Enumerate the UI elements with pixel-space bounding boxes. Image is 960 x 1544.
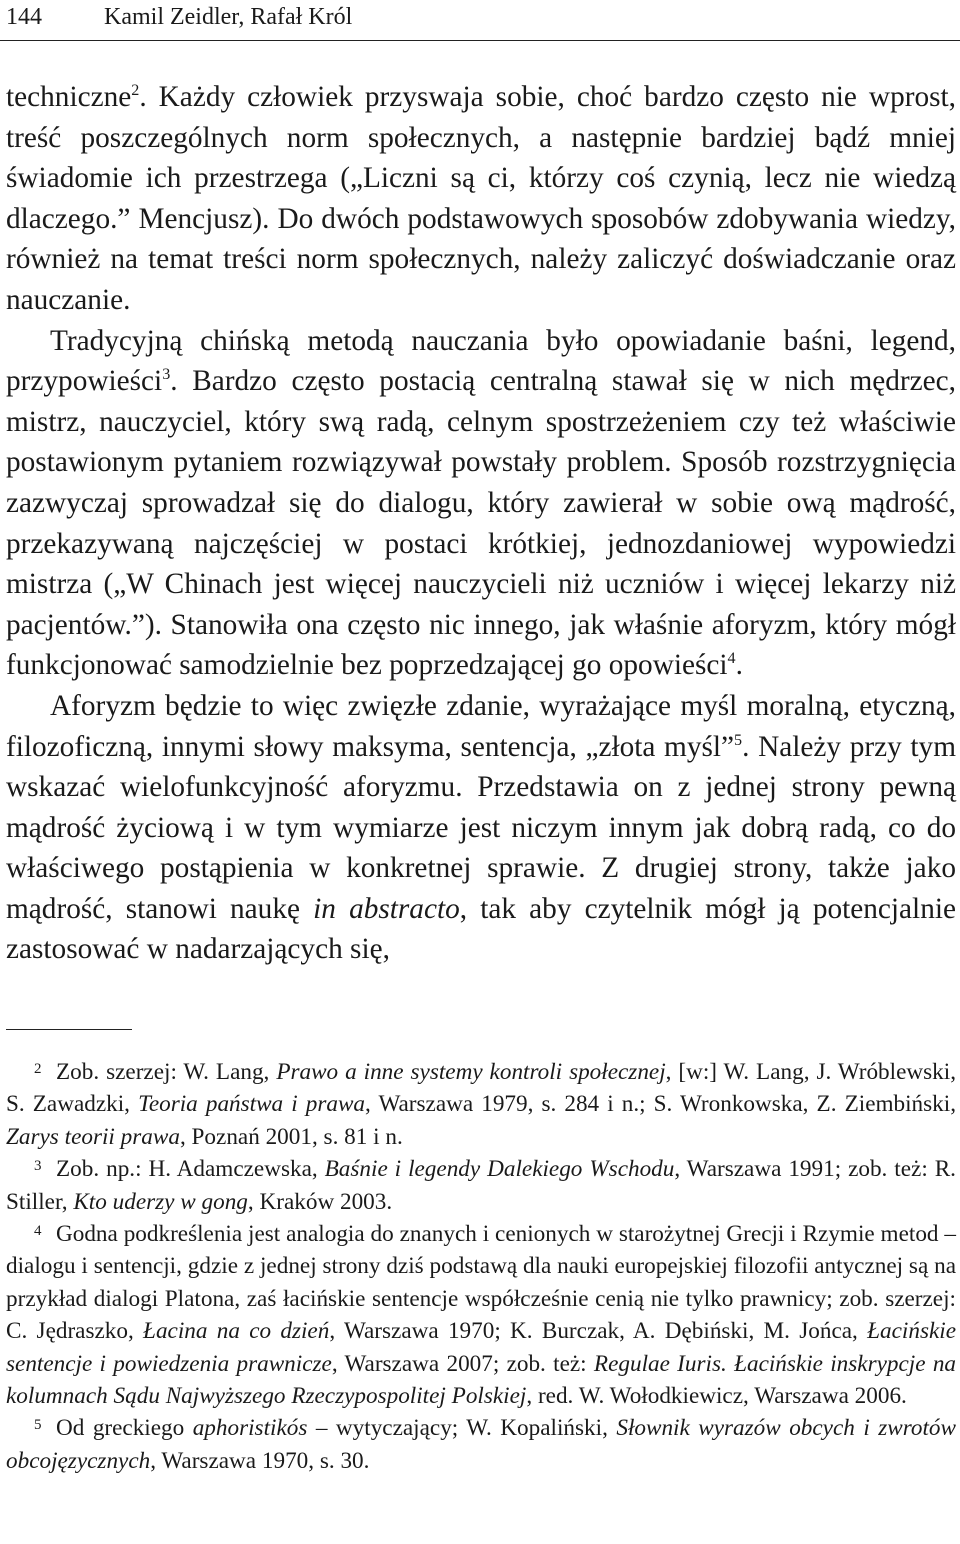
text-run: , Warszawa 1991; zob. też: R. Stiller, [6, 1156, 956, 1215]
footnote-4: 4 Godna podkreślenia jest analogia do znanych i cenionych w starożytnej Grecji i Rzymie metod – dialogu i sentencji, gdzie z jednej strony dziś podstawą dla nauki europejskiej filozofii antycznej są na przykład dialogi Platona, zaś łacińskie sentencje współcześnie cenią nie tylko prawnicy; zob. szerzej: C. Jędraszko, Łacina na co dzień, Warszawa 1970; K. Burczak, A. Dębiński, M. Jońca, Łacińskie sentencje i powiedzenia prawnicze, Warszawa 2007; zob. też: Regulae Iuris. Łacińskie inskrypcje na kolumnach Sądu Najwyższego Rzeczypospolitej Polskiej, red. W. Wołodkiewicz, Warszawa 2006. [6, 1221, 957, 1410]
running-head: Kamil Zeidler, Rafał Król [104, 4, 353, 30]
footnote-3: 3 Zob. np.: H. Adamczewska, Baśnie i legendy Dalekiego Wschodu, Warszawa 1991; zob. też: R. Stiller, Kto uderzy w gong, Kraków 2003. [6, 1156, 956, 1215]
text-run: , Warszawa 2007; zob. też: [331, 1350, 594, 1377]
text-run: , Warszawa 1979, s. 284 i n.; S. Wronkowska, Z. Ziembiński, [365, 1091, 957, 1118]
italic-title: Łacińskie sentencje i powiedzenia prawnicze [6, 1318, 956, 1377]
italic-phrase: in abstracto [313, 892, 460, 925]
italic-title: Łacina na co dzień [143, 1318, 330, 1345]
text-run: , tak aby czytelnik mógł ją potencjalnie zastosować w nadarzających się, [6, 892, 956, 966]
footnote-5: 5 Od greckiego aphoristikós – wytyczający; W. Kopaliński, Słownik wyrazów obcych i zwrotów obcojęzycznych, Warszawa 1970, s. 30. [6, 1415, 956, 1474]
italic-title: Baśnie i legendy Dalekiego Wschodu [324, 1156, 675, 1183]
footnotes [6, 1056, 956, 1477]
text-run: techniczne [6, 81, 132, 113]
italic-title: Regulae Iuris. Łacińskie inskrypcje na kolumnach Sądu Najwyższego Rzeczypospolitej Polskiej [6, 1350, 957, 1410]
italic-title: Prawo a inne systemy kontroli społecznej [276, 1059, 666, 1085]
footnote-ref-4[interactable]: 4 [727, 650, 736, 668]
text-run: , Warszawa 1970, s. 30. [150, 1447, 370, 1474]
text-run: , [w:] W. Lang, J. Wróblewski, S. Zawadzki, [6, 1059, 956, 1118]
text-run: , Poznań 2001, s. 81 i n. [179, 1123, 403, 1150]
page-number: 144 [6, 4, 42, 30]
italic-title: Teoria państwa i prawa [138, 1091, 366, 1118]
text-run: , red. W. Wołodkiewicz, Warszawa 2006. [526, 1383, 907, 1410]
text-run: . Bardzo często postacią centralną stawał się w nich mędrzec, mistrz, nauczyciel, który swą radą, celnym spostrzeżeniem czy też właściwie postawionym pytaniem rozwiązywał powstały problem. Sposób rozstrzygnięcia zazwyczaj sprowadzał się do dialogu, który zawierał w sobie ową mądrość, przekazywaną najczęściej w postaci krótkiej, jednozdaniowej wypowiedzi mistrza („W Chinach jest więcej nauczycieli niż uczniów i więcej lekarzy niż pacjentów.”). Stanowiła ona często nic innego, jak właśnie aforyzm, który mógł funkcjonować samodzielnie bez poprzedzającej go opowieści [6, 365, 956, 682]
text-run: , Kraków 2003. [247, 1188, 393, 1215]
paragraph-3 [6, 686, 956, 970]
italic-term: aphoristikós [192, 1415, 308, 1442]
text-run: . [735, 649, 743, 682]
text-run: Aforyzm będzie to więc zwięzłe zdanie, wyrażające myśl moralną, etyczną, filozoficzną, innymi słowy maksyma, sentencja, „złota myśl” [6, 689, 956, 763]
italic-title: Słownik wyrazów obcych i zwrotów obcojęzycznych [6, 1415, 956, 1474]
footnote-separator [6, 1029, 132, 1030]
text-run: Zob. szerzej: W. Lang, [56, 1059, 277, 1085]
text-run: Tradycyjną chińską metodą nauczania było opowiadanie baśni, legend, przypowieści [6, 324, 956, 398]
text-run: Od greckiego [56, 1415, 193, 1442]
page-header [0, 0, 960, 41]
text-run: . Każdy człowiek przyswaja sobie, choć bardzo często nie wprost, treść poszczególnych norm społecznych, a następnie bardziej bądź mniej świadomie ich przestrzega („Liczni są ci, którzy coś czynią, lecz nie wiedzą dlaczego.” Mencjusz). Do dwóch podstawowych sposobów zdobywania wiedzy, również na temat treści norm społecznych, należy zaliczyć doświadczanie oraz nauczanie. [6, 81, 956, 316]
footnote-ref-5[interactable]: 5 [734, 731, 743, 749]
italic-title: Kto uderzy w gong [73, 1188, 248, 1215]
footnote-ref-2[interactable]: 2 [131, 82, 140, 100]
text-run: Zob. np.: H. Adamczewska, [56, 1156, 325, 1183]
italic-title: Zarys teorii prawa [6, 1123, 180, 1150]
paragraph-1 [6, 77, 956, 321]
footnote-ref-3[interactable]: 3 [162, 366, 171, 384]
text-run: . Należy przy tym wskazać wielofunkcyjność aforyzmu. Przedstawia on z jednej strony pewną mądrość życiową i w tym wymiarze jest niczym innym jak dobrą radą, co do właściwego postąpienia w konkretnej sprawie. Z drugiej strony, także jako mądrość, stanowi naukę [6, 730, 956, 925]
text-run: , Warszawa 1970; K. Burczak, A. Dębiński, M. Jońca, [329, 1318, 868, 1345]
paragraph-2 [6, 321, 956, 686]
body-text [6, 77, 956, 970]
footnote-2: 2 Zob. szerzej: W. Lang, Prawo a inne systemy kontroli społecznej, [w:] W. Lang, J. Wróblewski, S. Zawadzki, Teoria państwa i prawa, Warszawa 1979, s. 284 i n.; S. Wronkowska, Z. Ziembiński, Zarys teorii prawa, Poznań 2001, s. 81 i n. [6, 1059, 957, 1150]
text-run: – wytyczający; W. Kopaliński, [307, 1415, 617, 1442]
text-run: Godna podkreślenia jest analogia do znanych i cenionych w starożytnej Grecji i Rzymie metod – dialogu i sentencji, gdzie z jednej strony dziś podstawą dla nauki europejskiej filozofii antycznej są na przykład dialogi Platona, zaś łacińskie sentencje współcześnie cenią nie tylko prawnicy; zob. szerzej: C. Jędraszko, [6, 1221, 956, 1345]
